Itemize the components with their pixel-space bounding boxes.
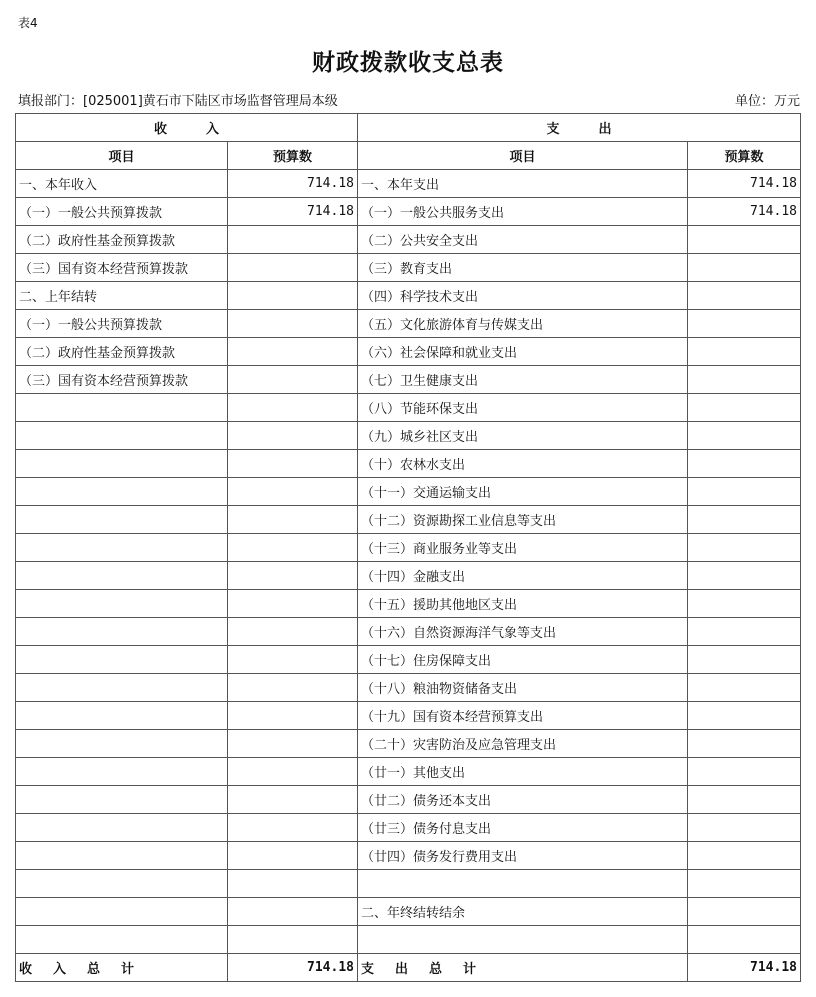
table-row	[16, 814, 801, 842]
expense-total-value: 714.18	[688, 954, 801, 982]
income-item-cell	[16, 618, 228, 646]
income-item-cell: 一、本年收入	[16, 170, 228, 198]
table-row	[16, 170, 801, 198]
expense-item-cell: （六）社会保障和就业支出	[358, 338, 688, 366]
expense-section-header: 支 出	[358, 114, 801, 142]
income-item-cell: （一）一般公共预算拨款	[16, 310, 228, 338]
income-item-cell: （二）政府性基金预算拨款	[16, 338, 228, 366]
expense-item-cell: （十五）援助其他地区支出	[358, 590, 688, 618]
table-row	[16, 926, 801, 954]
income-budget-cell	[228, 618, 358, 646]
income-item-cell	[16, 702, 228, 730]
expense-budget-cell	[688, 786, 801, 814]
income-budget-cell	[228, 310, 358, 338]
expense-item-cell: （十九）国有资本经营预算支出	[358, 702, 688, 730]
table-row	[16, 282, 801, 310]
expense-budget-cell	[688, 618, 801, 646]
expense-item-cell: （十七）住房保障支出	[358, 646, 688, 674]
expense-item-cell: （八）节能环保支出	[358, 394, 688, 422]
income-budget-cell	[228, 730, 358, 758]
table-row	[16, 562, 801, 590]
income-budget-cell	[228, 926, 358, 954]
expense-item-cell: （四）科学技术支出	[358, 282, 688, 310]
income-budget-cell	[228, 478, 358, 506]
income-item-cell	[16, 842, 228, 870]
income-budget-cell	[228, 506, 358, 534]
income-total-label: 收 入 总 计	[16, 954, 228, 982]
expense-budget-cell	[688, 254, 801, 282]
expense-budget-cell: 714.18	[688, 170, 801, 198]
unit-label: 单位：万元	[734, 94, 800, 109]
expense-budget-cell	[688, 506, 801, 534]
expense-item-cell: （廿四）债务发行费用支出	[358, 842, 688, 870]
income-item-cell	[16, 674, 228, 702]
income-budget-cell	[228, 534, 358, 562]
income-item-cell	[16, 814, 228, 842]
income-budget-cell: 714.18	[228, 170, 358, 198]
expense-item-cell: （三）教育支出	[358, 254, 688, 282]
expense-item-cell: 一、本年支出	[358, 170, 688, 198]
income-budget-cell	[228, 758, 358, 786]
table-row	[16, 702, 801, 730]
income-item-cell	[16, 590, 228, 618]
total-row	[16, 954, 801, 982]
income-item-cell	[16, 730, 228, 758]
expense-budget-cell	[688, 478, 801, 506]
expense-item-cell: （廿三）债务付息支出	[358, 814, 688, 842]
expense-budget-cell	[688, 338, 801, 366]
expense-item-cell: （九）城乡社区支出	[358, 422, 688, 450]
expense-budget-cell	[688, 562, 801, 590]
table-row	[16, 338, 801, 366]
expense-budget-cell	[688, 870, 801, 898]
income-budget-header: 预算数	[228, 142, 358, 170]
table-row	[16, 506, 801, 534]
table-row	[16, 898, 801, 926]
expense-budget-cell	[688, 898, 801, 926]
expense-budget-cell	[688, 590, 801, 618]
expense-budget-cell	[688, 646, 801, 674]
income-item-cell	[16, 870, 228, 898]
expense-budget-cell	[688, 842, 801, 870]
income-item-cell	[16, 394, 228, 422]
table-row	[16, 842, 801, 870]
income-item-cell	[16, 898, 228, 926]
expense-budget-cell	[688, 226, 801, 254]
expense-item-cell: （十二）资源勘探工业信息等支出	[358, 506, 688, 534]
expense-budget-cell	[688, 926, 801, 954]
expense-item-cell: （廿二）债务还本支出	[358, 786, 688, 814]
income-total-value: 714.18	[228, 954, 358, 982]
table-row	[16, 254, 801, 282]
expense-item-cell: 二、年终结转结余	[358, 898, 688, 926]
expense-budget-cell	[688, 282, 801, 310]
income-budget-cell	[228, 450, 358, 478]
income-budget-cell	[228, 254, 358, 282]
table-row	[16, 478, 801, 506]
income-budget-cell	[228, 702, 358, 730]
table-row	[16, 310, 801, 338]
expense-total-label: 支 出 总 计	[358, 954, 688, 982]
income-item-cell	[16, 562, 228, 590]
income-item-cell	[16, 646, 228, 674]
expense-item-header: 项目	[358, 142, 688, 170]
expense-item-cell: （二）公共安全支出	[358, 226, 688, 254]
income-item-cell	[16, 926, 228, 954]
income-budget-cell	[228, 674, 358, 702]
income-item-cell: 二、上年结转	[16, 282, 228, 310]
income-budget-cell	[228, 422, 358, 450]
income-budget-cell	[228, 226, 358, 254]
expense-item-cell: （十四）金融支出	[358, 562, 688, 590]
table-row	[16, 422, 801, 450]
expense-budget-header: 预算数	[688, 142, 801, 170]
income-item-header: 项目	[16, 142, 228, 170]
expense-item-cell: （十三）商业服务业等支出	[358, 534, 688, 562]
income-budget-cell	[228, 898, 358, 926]
income-budget-cell	[228, 562, 358, 590]
expense-item-cell: （十）农林水支出	[358, 450, 688, 478]
income-item-cell	[16, 422, 228, 450]
income-budget-cell	[228, 842, 358, 870]
expense-budget-cell	[688, 394, 801, 422]
section-header-row	[16, 114, 801, 142]
expense-budget-cell	[688, 422, 801, 450]
income-budget-cell	[228, 338, 358, 366]
table-row	[16, 730, 801, 758]
expense-budget-cell: 714.18	[688, 198, 801, 226]
income-item-cell: （二）政府性基金预算拨款	[16, 226, 228, 254]
expense-budget-cell	[688, 366, 801, 394]
income-item-cell: （三）国有资本经营预算拨款	[16, 366, 228, 394]
expense-budget-cell	[688, 702, 801, 730]
table-row	[16, 758, 801, 786]
column-header-row	[16, 142, 801, 170]
table-row	[16, 590, 801, 618]
table-row	[16, 226, 801, 254]
income-budget-cell	[228, 590, 358, 618]
expense-item-cell	[358, 926, 688, 954]
table-row	[16, 394, 801, 422]
income-budget-cell	[228, 394, 358, 422]
table-row	[16, 786, 801, 814]
income-budget-cell	[228, 646, 358, 674]
table-row	[16, 366, 801, 394]
expense-item-cell: （十一）交通运输支出	[358, 478, 688, 506]
income-budget-cell	[228, 282, 358, 310]
expense-item-cell: （五）文化旅游体育与传媒支出	[358, 310, 688, 338]
expense-budget-cell	[688, 534, 801, 562]
expense-budget-cell	[688, 730, 801, 758]
income-item-cell: （三）国有资本经营预算拨款	[16, 254, 228, 282]
expense-item-cell	[358, 870, 688, 898]
expense-item-cell: （十六）自然资源海洋气象等支出	[358, 618, 688, 646]
budget-summary-table	[15, 113, 801, 982]
income-budget-cell	[228, 786, 358, 814]
expense-item-cell: （廿一）其他支出	[358, 758, 688, 786]
expense-budget-cell	[688, 758, 801, 786]
income-item-cell: （一）一般公共预算拨款	[16, 198, 228, 226]
table-row	[16, 198, 801, 226]
table-row	[16, 870, 801, 898]
table-row	[16, 646, 801, 674]
table-row	[16, 450, 801, 478]
income-item-cell	[16, 478, 228, 506]
expense-budget-cell	[688, 450, 801, 478]
income-budget-cell: 714.18	[228, 198, 358, 226]
table-row	[16, 674, 801, 702]
income-budget-cell	[228, 366, 358, 394]
page-title: 财政拨款收支总表	[312, 49, 504, 76]
income-section-header: 收 入	[16, 114, 358, 142]
income-item-cell	[16, 534, 228, 562]
expense-item-cell: （二十）灾害防治及应急管理支出	[358, 730, 688, 758]
income-item-cell	[16, 758, 228, 786]
income-item-cell	[16, 450, 228, 478]
table-row	[16, 534, 801, 562]
table-row	[16, 618, 801, 646]
table-number: 表4	[18, 16, 38, 30]
expense-budget-cell	[688, 674, 801, 702]
income-item-cell	[16, 506, 228, 534]
expense-item-cell: （七）卫生健康支出	[358, 366, 688, 394]
income-budget-cell	[228, 870, 358, 898]
expense-item-cell: （十八）粮油物资储备支出	[358, 674, 688, 702]
expense-budget-cell	[688, 814, 801, 842]
income-budget-cell	[228, 814, 358, 842]
reporting-department: 填报部门：[025001]黄石市下陆区市场监督管理局本级	[18, 94, 338, 109]
expense-item-cell: （一）一般公共服务支出	[358, 198, 688, 226]
income-item-cell	[16, 786, 228, 814]
expense-budget-cell	[688, 310, 801, 338]
